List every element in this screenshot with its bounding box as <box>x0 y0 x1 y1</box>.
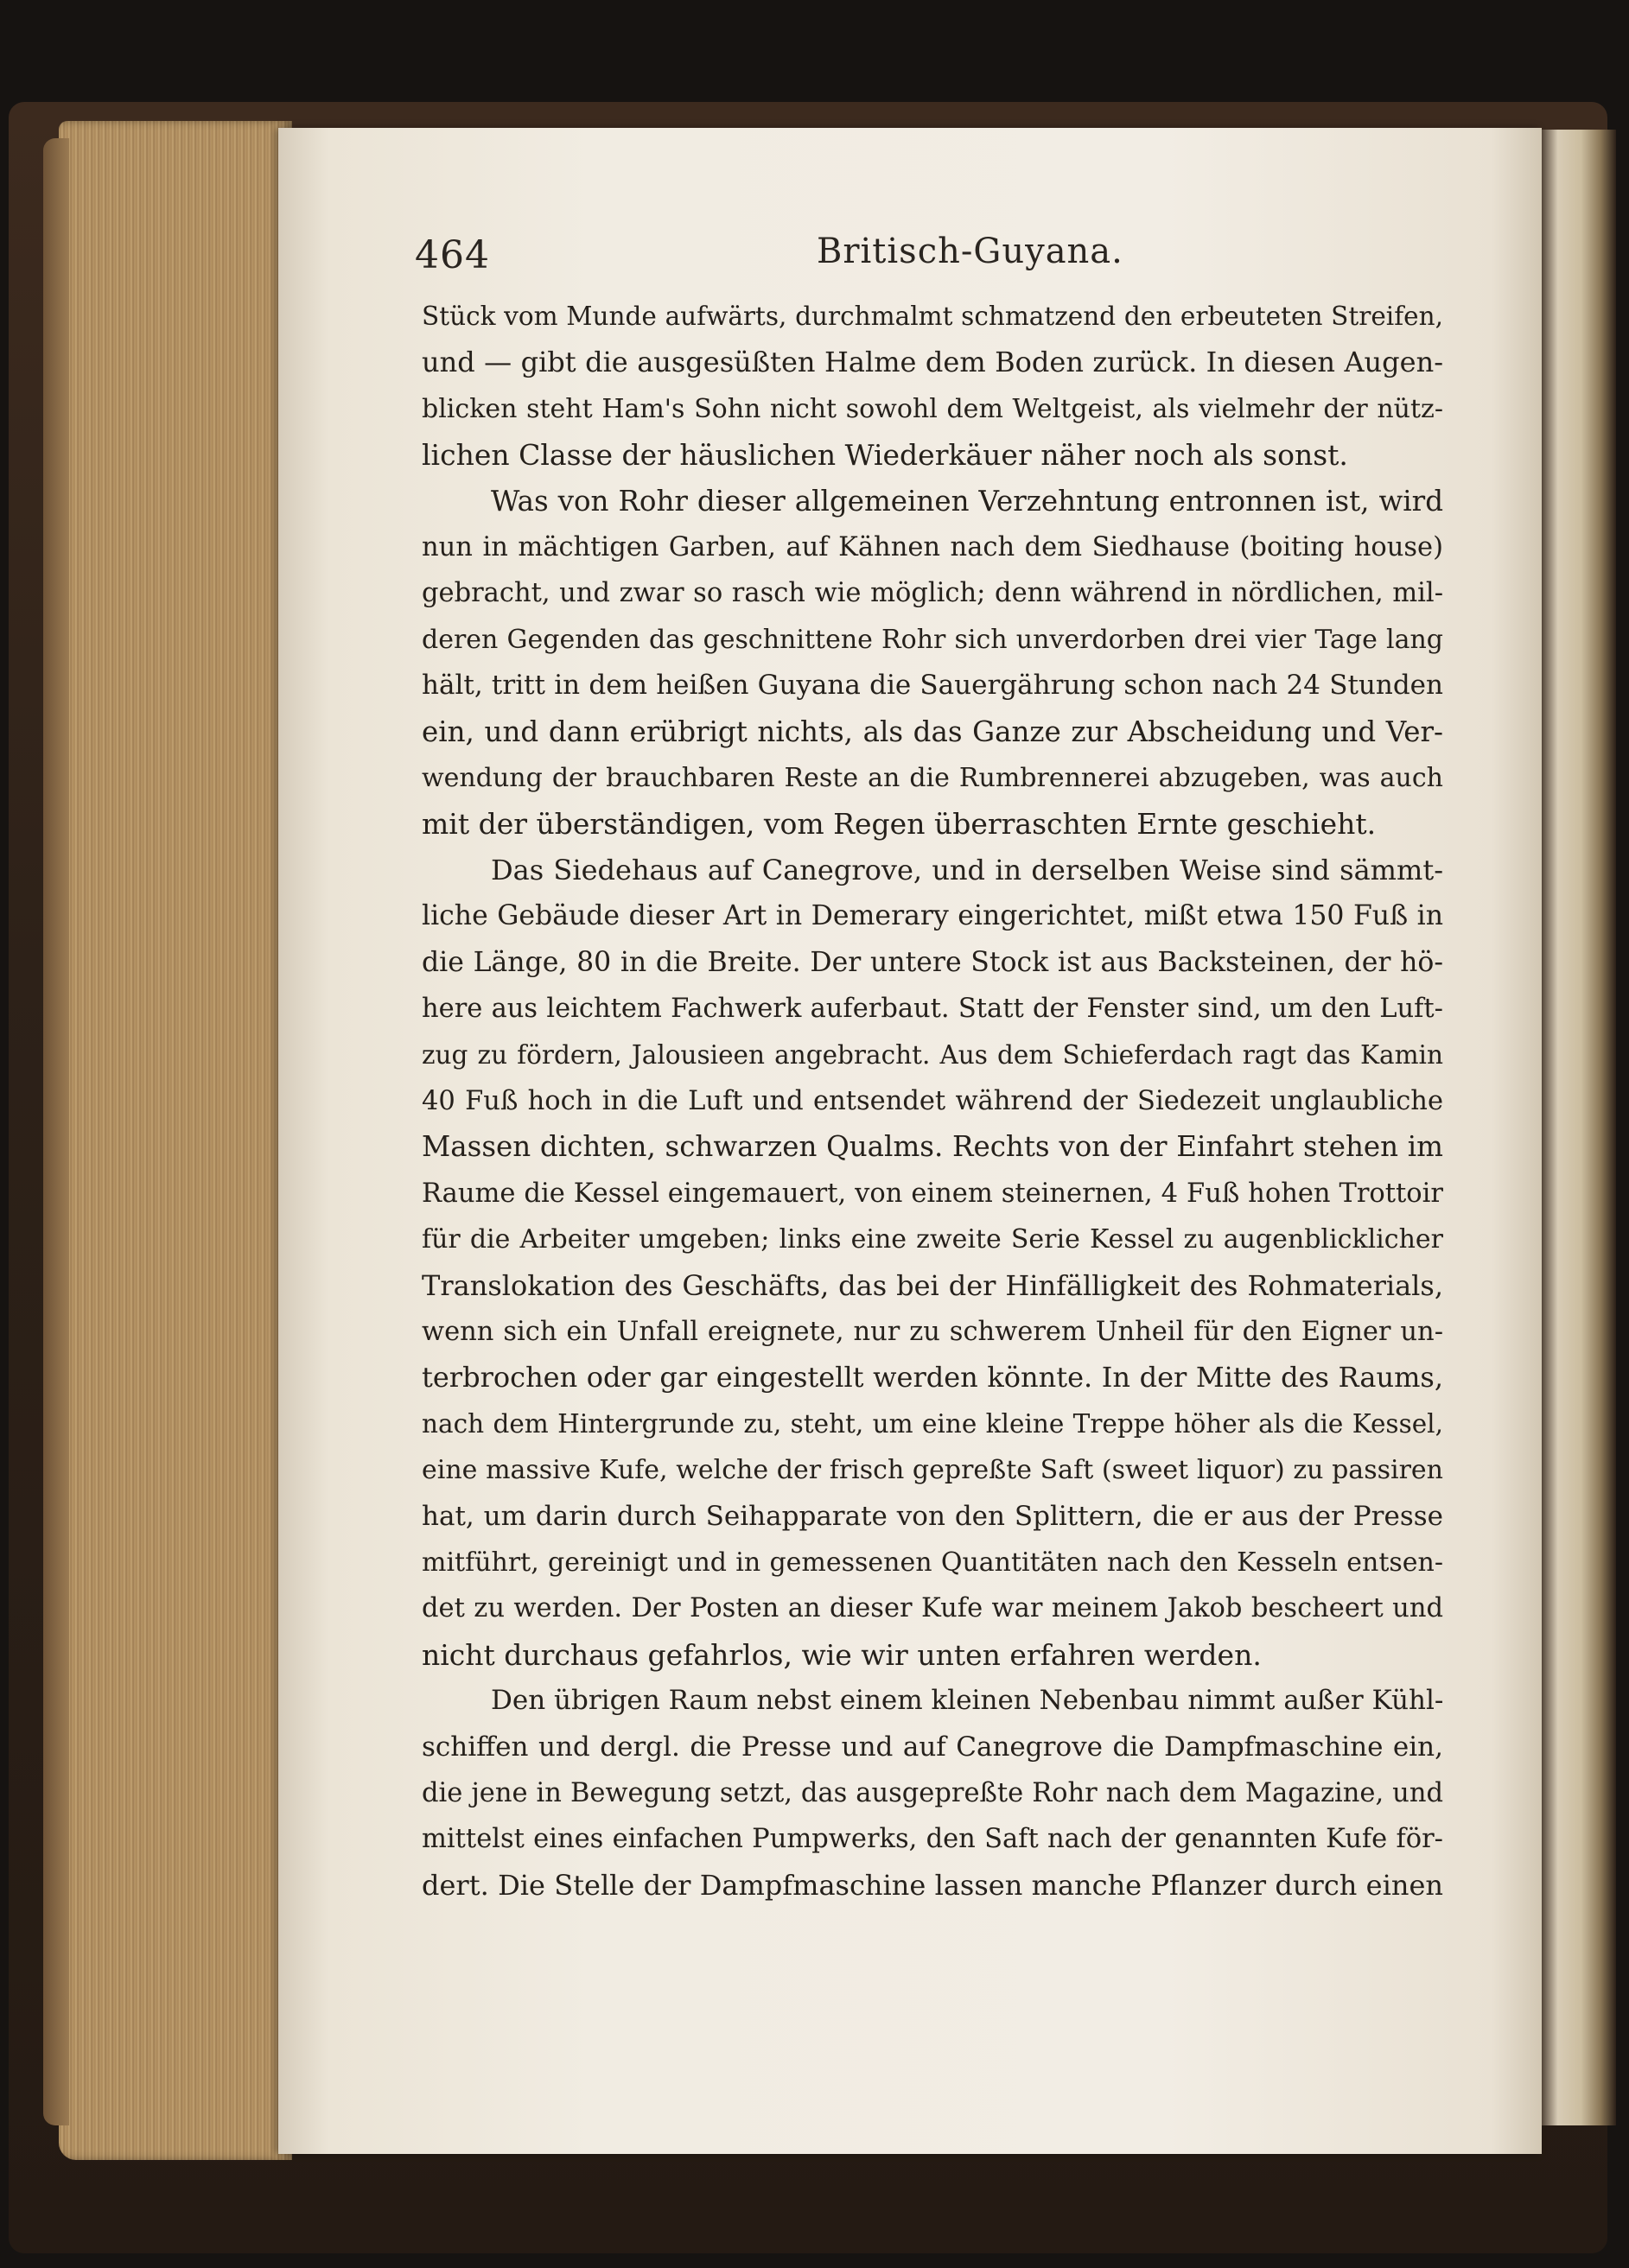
text-line: wenn sich ein Unfall ereignete, nur zu schwerem Unheil für den Eigner un- <box>422 1316 1443 1347</box>
text-line: blicken steht Ham's Sohn nicht sowohl dem Weltgeist, als vielmehr der nütz- <box>422 393 1443 424</box>
text-line: wendung der brauchbaren Reste an die Rumbrennerei abzugeben, was auch <box>422 763 1443 794</box>
text-line: mit der überständigen, vom Regen überraschten Ernte geschieht. <box>422 807 1377 842</box>
text-line: lichen Classe der häuslichen Wiederkäuer näher noch als sonst. <box>422 438 1348 473</box>
text-line: schiffen und dergl. die Presse und auf Canegrove die Dampfmaschine ein, <box>422 1731 1443 1763</box>
text-line: Den übrigen Raum nebst einem kleinen Nebenbau nimmt außer Kühl- <box>491 1685 1444 1717</box>
text-line: Massen dichten, schwarzen Qualms. Rechts von der Einfahrt stehen im <box>422 1130 1443 1164</box>
text-line: zug zu fördern, Jalousieen angebracht. Aus dem Schieferdach ragt das Kamin <box>422 1039 1443 1070</box>
text-line: eine massive Kufe, welche der frisch gepreßte Saft (sweet liquor) zu passiren <box>422 1455 1443 1486</box>
text-line: Das Siedehaus auf Canegrove, und in derselben Weise sind sämmt- <box>491 853 1443 886</box>
page-block-edge <box>59 121 292 2160</box>
text-line: die Länge, 80 in die Breite. Der untere Stock ist aus Backsteinen, der hö- <box>422 946 1443 978</box>
text-line: mittelst eines einfachen Pumpwerks, den Saft nach der genannten Kufe för- <box>422 1824 1443 1855</box>
text-line: nicht durchaus gefahrlos, wie wir unten erfahren werden. <box>422 1637 1262 1672</box>
text-line: hat, um darin durch Seihapparate von den Splittern, die er aus der Presse <box>422 1500 1443 1532</box>
page-number: 464 <box>415 233 490 277</box>
text-line: nach dem Hintergrunde zu, steht, um eine kleine Treppe höher als die Kessel, <box>422 1408 1443 1439</box>
text-line: liche Gebäude dieser Art in Demerary eingerichtet, mißt etwa 150 Fuß in <box>422 900 1443 932</box>
text-line: Stück vom Munde aufwärts, durchmalmt schmatzend den erbeuteten Streifen, <box>422 302 1443 331</box>
text-line: det zu werden. Der Posten an dieser Kufe war meinem Jakob bescheert und <box>422 1593 1443 1624</box>
text-line: Was von Rohr dieser allgemeinen Verzehntung entronnen ist, wird <box>491 484 1443 518</box>
text-line: dert. Die Stelle der Dampfmaschine lassen manche Pflanzer durch einen <box>422 1868 1443 1902</box>
paragraph <box>422 848 1443 1678</box>
text-line: ein, und dann erübrigt nichts, als das Ganze zur Abscheidung und Ver- <box>422 715 1443 748</box>
facing-page-edge <box>1538 130 1616 2125</box>
running-head: Britisch-Guyana. <box>817 232 1123 271</box>
text-line: here aus leichtem Fachwerk auferbaut. Statt der Fenster sind, um den Luft- <box>422 994 1443 1025</box>
text-line: Translokation des Geschäfts, das bei der Hinfälligkeit des Rohmaterials, <box>422 1268 1443 1302</box>
text-line: hält, tritt in dem heißen Guyana die Sauergährung schon nach 24 Stunden <box>422 670 1443 702</box>
paragraph <box>422 294 1443 479</box>
text-line: und — gibt die ausgesüßten Halme dem Boden zurück. In diesen Augen- <box>422 346 1443 379</box>
text-line: nun in mächtigen Garben, auf Kähnen nach dem Siedhause (boiting house) <box>422 532 1443 563</box>
paragraph <box>422 1678 1443 1909</box>
text-line: mitführt, gereinigt und in gemessenen Quantitäten nach den Kesseln entsen- <box>422 1547 1443 1578</box>
text-line: gebracht, und zwar so rasch wie möglich; denn während in nördlichen, mil- <box>422 578 1443 609</box>
text-line: für die Arbeiter umgeben; links eine zweite Serie Kessel zu augenblicklicher <box>422 1224 1443 1255</box>
text-line: 40 Fuß hoch in die Luft und entsendet während der Siedezeit unglaubliche <box>422 1085 1443 1116</box>
body-text <box>422 294 1443 1909</box>
text-line: terbrochen oder gar eingestellt werden könnte. In der Mitte des Raums, <box>422 1361 1443 1394</box>
text-line: die jene in Bewegung setzt, das ausgepreßte Rohr nach dem Magazine, und <box>422 1778 1443 1808</box>
text-line: deren Gegenden das geschnittene Rohr sich unverdorben drei vier Tage lang <box>422 624 1443 655</box>
paragraph <box>422 479 1443 848</box>
text-line: Raume die Kessel eingemauert, von einem steinernen, 4 Fuß hohen Trottoir <box>422 1178 1443 1209</box>
